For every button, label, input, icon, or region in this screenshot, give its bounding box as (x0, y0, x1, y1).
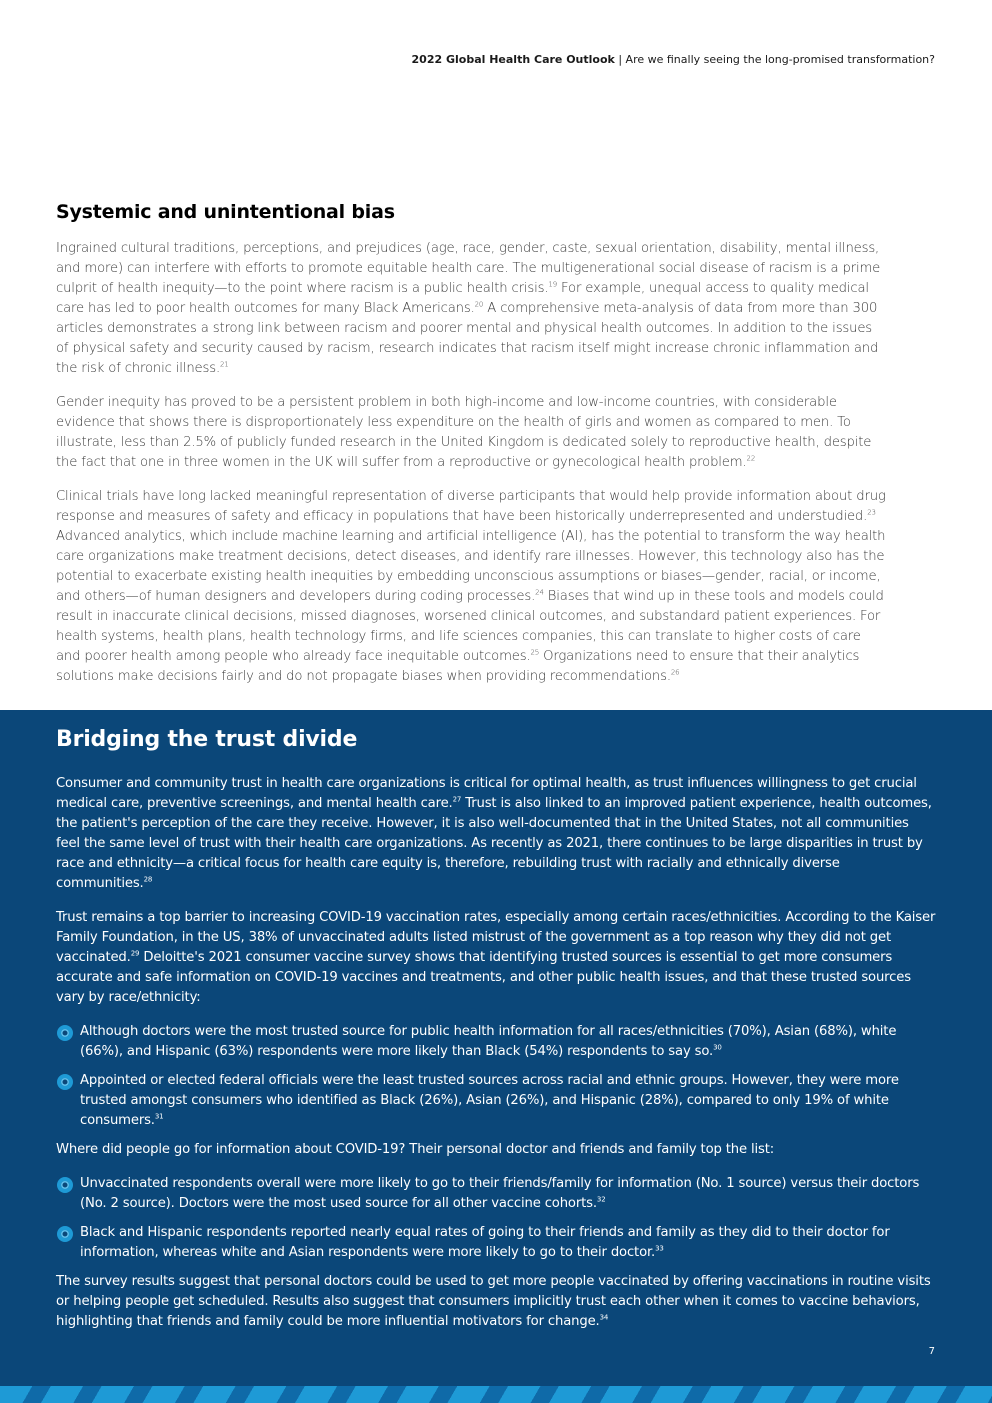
footnote-ref[interactable]: 21 (220, 360, 229, 369)
circle-bullet-icon (57, 1226, 73, 1242)
circle-bullet-icon (57, 1025, 73, 1041)
footnote-ref[interactable]: 25 (530, 648, 540, 657)
footnote-ref[interactable]: 22 (746, 454, 756, 463)
circle-bullet-icon (57, 1177, 73, 1193)
report-subtitle: Are we finally seeing the long-promised transformation? (625, 53, 935, 66)
footnote-ref[interactable]: 20 (474, 300, 484, 309)
footnote-ref[interactable]: 30 (713, 1043, 722, 1052)
footnote-ref[interactable]: 33 (655, 1244, 664, 1253)
trust-section (56, 727, 936, 1346)
list-item: Although doctors were the most trusted source for public health information for all races/ethnicities (70%), Asian (68%), white (66%), and Hispanic (63%) respondents were more likely than Black (54%) respondents to say so.$^{30}$ (56, 1022, 936, 1062)
paragraph: Where did people go for information about COVID-19? Their personal doctor and friends and family top the list: (56, 1142, 775, 1157)
list-item: Black and Hispanic respondents reported nearly equal rates of going to their friends and family as they did to their doctor for information, whereas white and Asian respondents were more likely to go to their doctor.$^{33}$ (56, 1223, 936, 1263)
paragraph: Clinical trials have long lacked meaningful representation of diverse participants that would help provide information about drug response and measures of safety and efficacy in populations that have been historically underrepresented and understudied.$^{23}$ Advanced analytics, which include machine learning and artificial intelligence (AI), has the potential to transform the way health care organizations make treatment decisions, detect diseases, and identify rare illnesses. However, this technology also has the potential to exacerbate existing health inequities by embedding unconscious assumptions or biases—gender, racial, or income, and others—of human designers and developers during coding processes.$^{24}$ Biases that wind up in these tools and models could result in inaccurate clinical decisions, missed diagnoses, worsened clinical outcomes, and substandard patient experiences. For health systems, health plans, health technology firms, and life sciences companies, this can translate to higher costs of care and poorer health among people who already face inequitable outcomes.$^{25}$ Organizations need to ensure that their analytics solutions make decisions fairly and do not propagate biases when providing recommendations.$^{26}$ (56, 489, 886, 684)
bullet-list (56, 1022, 936, 1131)
footnote-ref[interactable]: 26 (670, 668, 680, 677)
report-title: 2022 Global Health Care Outlook (411, 53, 615, 66)
paragraph: Gender inequity has proved to be a persistent problem in both high-income and low-income countries, with considerable evidence that shows there is disproportionately less expenditure on the health of girls and women as compared to men. To illustrate, less than 2.5% of publicly funded research in the United Kingdom is dedicated solely to reproductive health, despite the fact that one in three women in the UK will suffer from a reproductive or gynecological health problem.$^{22}$ (56, 395, 872, 470)
footnote-ref[interactable]: 23 (867, 508, 876, 517)
bullet-list (56, 1174, 936, 1263)
paragraph: The survey results suggest that personal doctors could be used to get more people vaccinated by offering vaccinations in routine visits or helping people get scheduled. Results also suggest that consumers implicitly trust each other when it comes to vaccine behaviors, highlighting that friends and family could be more influential motivators for change.$^{34}$ (56, 1274, 931, 1329)
footnote-ref[interactable]: 19 (548, 280, 558, 289)
list-item: Unvaccinated respondents overall were more likely to go to their friends/family for information (No. 1 source) versus their doctors (No. 2 source). Doctors were the most used source for all other vaccine cohorts.$^{32}$ (56, 1174, 936, 1214)
footnote-ref[interactable]: 24 (535, 588, 544, 597)
page-number: 7 (928, 1346, 935, 1357)
paragraph: Consumer and community trust in health care organizations is critical for optimal health, as trust influences willingness to get crucial medical care, preventive screenings, and mental health care.$^{27}$ Trust is also linked to an improved patient experience, health outcomes, the patient's perception of the care they receive. However, it is also well-documented that in the United States, not all communities feel the same level of trust with their health care organizations. As recently as 2021, there continues to be large disparities in trust by race and ethnicity—a critical focus for health care equity is, therefore, rebuilding trust with racially and ethnically diverse communities.$^{28}$ (56, 776, 932, 891)
trust-section-band (0, 710, 992, 1403)
footnote-ref[interactable]: 27 (452, 795, 462, 804)
bias-section (56, 201, 886, 701)
circle-bullet-icon (57, 1074, 73, 1090)
section-heading: Bridging the trust divide (56, 727, 358, 752)
section-heading: Systemic and unintentional bias (56, 201, 395, 223)
header-separator: | (614, 53, 626, 66)
footnote-ref[interactable]: 31 (154, 1112, 164, 1121)
footnote-ref[interactable]: 32 (596, 1195, 606, 1204)
footnote-ref[interactable]: 34 (599, 1313, 609, 1322)
list-item: Appointed or elected federal officials were the least trusted sources across racial and ethnic groups. However, they were more trusted amongst consumers who identified as Black (26%), Asian (26%), and Hispanic (28%), compared to only 19% of white consumers.$^{31}$ (56, 1071, 936, 1131)
paragraph: Trust remains a top barrier to increasing COVID-19 vaccination rates, especially among certain races/ethnicities. According to the Kaiser Family Foundation, in the US, 38% of unvaccinated adults listed mistrust of the government as a top reason why they did not get vaccinated.$^{29}$ Deloitte's 2021 consumer vaccine survey shows that identifying trusted sources is essential to get more consumers accurate and safe information on COVID-19 vaccines and treatments, and other public health issues, and that these trusted sources vary by race/ethnicity: (56, 910, 936, 1005)
footnote-ref[interactable]: 28 (143, 875, 153, 884)
paragraph: Ingrained cultural traditions, perceptions, and prejudices (age, race, gender, caste, sexual orientation, disability, mental illness, and more) can interfere with efforts to promote equitable health care. The multigenerational social disease of racism is a prime culprit of health inequity—to the point where racism is a public health crisis.$^{19}$ For example, unequal access to quality medical care has led to poor health outcomes for many Black Americans.$^{20}$ A comprehensive meta-analysis of data from more than 300 articles demonstrates a strong link between racism and poorer mental and physical health outcomes. In addition to the issues of physical safety and security caused by racism, research indicates that racism itself might increase chronic inflammation and the risk of chronic illness.$^{21}$ (56, 241, 881, 376)
footnote-ref[interactable]: 29 (130, 949, 140, 958)
decorative-stripe-footer (0, 1386, 992, 1403)
running-header (412, 53, 935, 66)
